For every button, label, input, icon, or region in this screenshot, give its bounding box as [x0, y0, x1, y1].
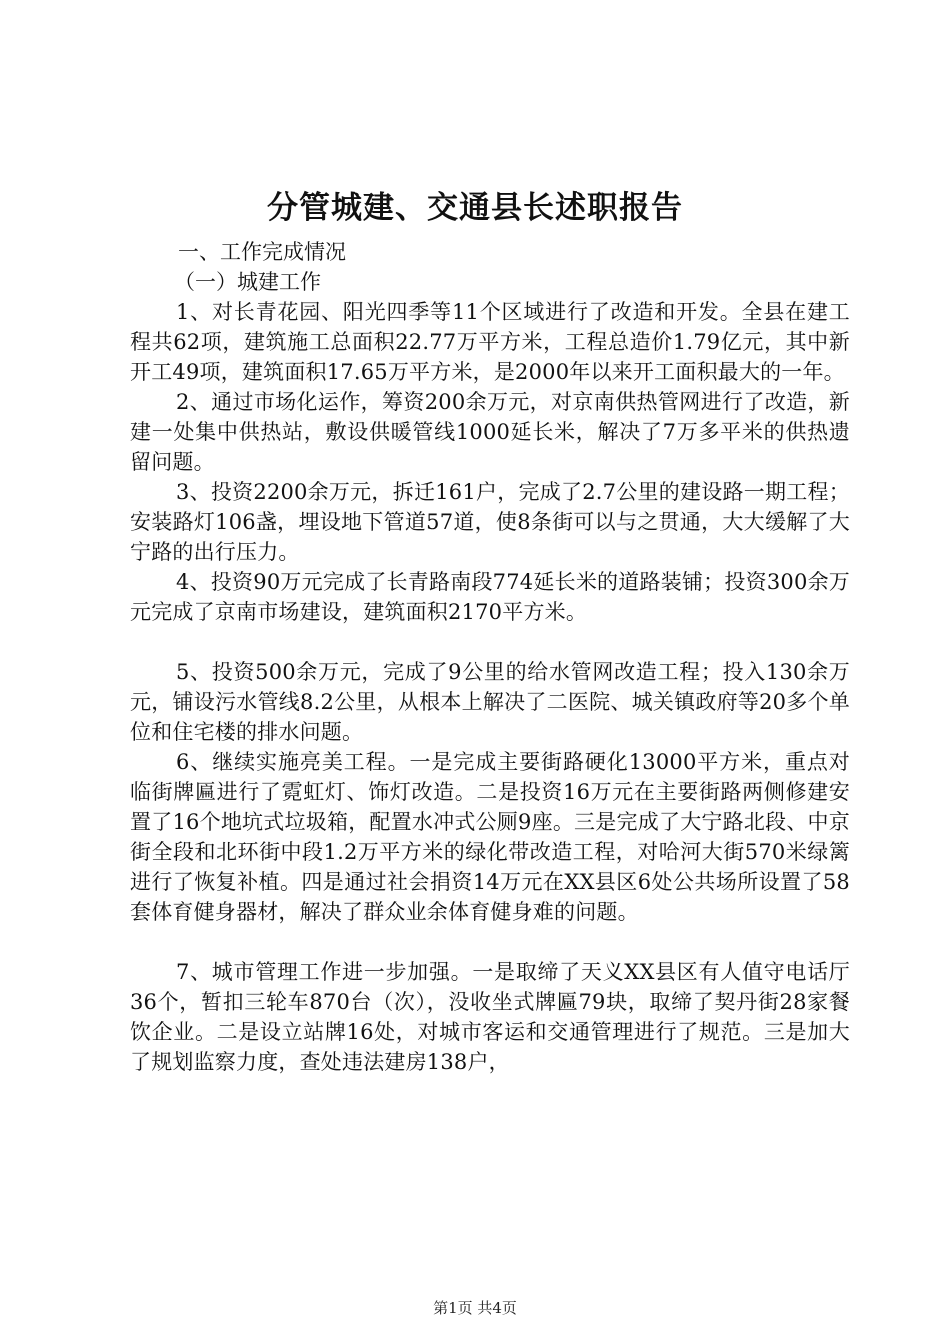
paragraph-6: 6、继续实施亮美工程。一是完成主要街路硬化13000平方米，重点对临街牌匾进行了霓虹灯、饰灯改造。二是投资16万元在主要街路两侧修建安置了16个地坑式垃圾箱，配置水冲式公厕9座。三是完成了大宁路北段、中京街全段和北环街中段1.2万平方米的绿化带改造工程，对哈河大街570米绿篱进行了恢复补植。四是通过社会捐资14万元在XX县区6处公共场所设置了58套体育健身器材，解决了群众业余体育健身难的问题。 — [130, 750, 850, 924]
paragraph-2: 2、通过市场化运作，筹资200余万元，对京南供热管网进行了改造，新建一处集中供热站，敷设供暖管线1000延长米，解决了7万多平米的供热遗留问题。 — [130, 390, 850, 474]
paragraph-4: 4、投资90万元完成了长青路南段774延长米的道路装铺；投资300余万元完成了京南市场建设，建筑面积2170平方米。 — [130, 570, 850, 624]
paragraph-5: 5、投资500余万元，完成了9公里的给水管网改造工程；投入130余万元，铺设污水管线8.2公里，从根本上解决了二医院、城关镇政府等20多个单位和住宅楼的排水问题。 — [130, 660, 850, 744]
document-body — [130, 237, 850, 1077]
page-number-footer: 第1页 共4页 — [433, 1299, 517, 1317]
sub-heading: （一）城建工作 — [174, 270, 321, 294]
section-heading: 一、工作完成情况 — [178, 240, 346, 264]
paragraph-7: 7、城市管理工作进一步加强。一是取缔了天义XX县区有人值守电话厅36个，暂扣三轮车870台（次），没收坐式牌匾79块，取缔了契丹街28家餐饮企业。二是设立站牌16处，对城市客运和交通管理进行了规范。三是加大了规划监察力度，查处违法建房138户， — [130, 960, 850, 1074]
paragraph-1: 1、对长青花园、阳光四季等11个区域进行了改造和开发。全县在建工程共62项，建筑施工总面积22.77万平方米，工程总造价1.79亿元，其中新开工49项，建筑面积17.65万平方米，是2000年以来开工面积最大的一年。 — [130, 300, 850, 384]
document-title: 分管城建、交通县长述职报告 — [267, 190, 683, 226]
paragraph-3: 3、投资2200余万元，拆迁161户，完成了2.7公里的建设路一期工程；安装路灯106盏，埋设地下管道57道，使8条街可以与之贯通，大大缓解了大宁路的出行压力。 — [130, 480, 850, 564]
